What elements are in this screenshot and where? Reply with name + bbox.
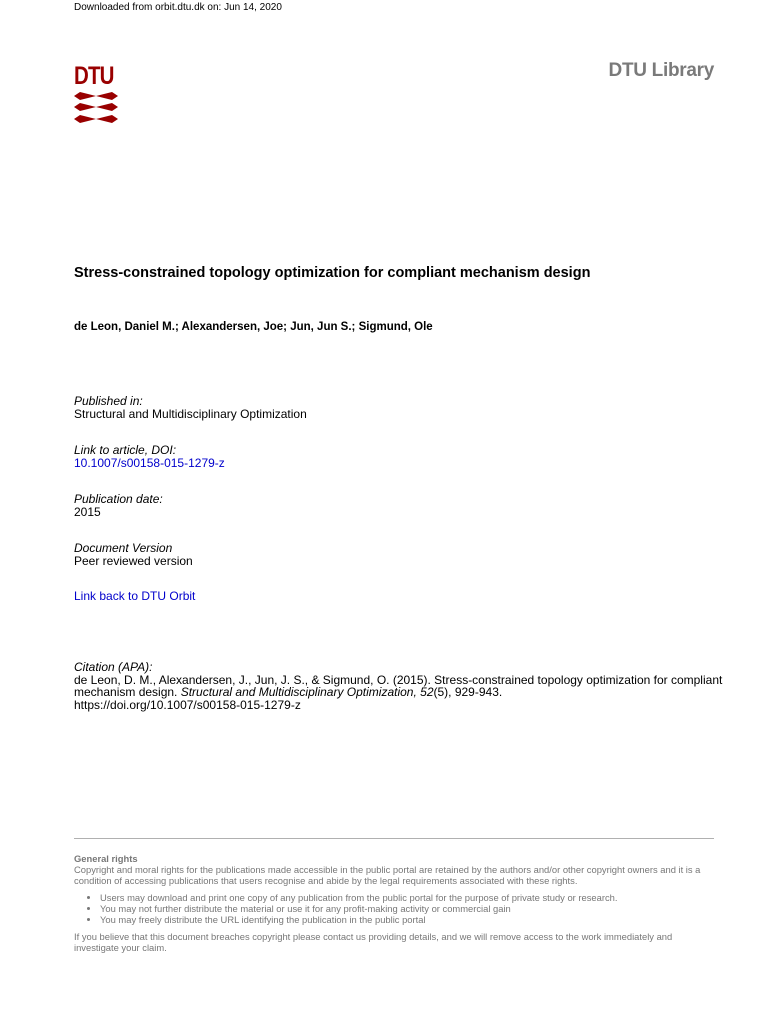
rights-bullet: • Users may download and print one copy of any publication from the public portal for the purpose of private study or research.	[100, 892, 719, 903]
general-rights-closing: If you believe that this document breaches copyright please contact us providing details, and we will remove access to the work immediately and investigate your claim.	[74, 931, 673, 953]
citation-url: https://doi.org/10.1007/s00158-015-1279-z	[74, 697, 301, 712]
published-in-label: Published in:	[74, 394, 143, 408]
pub-date-section	[74, 493, 163, 519]
doi-label: Link to article, DOI:	[74, 443, 177, 457]
divider	[74, 838, 714, 839]
orbit-link-section	[74, 590, 195, 603]
general-rights-section	[74, 853, 719, 953]
citation-rest: (5), 929-943.	[433, 685, 503, 699]
published-in-value: Structural and Multidisciplinary Optimization	[74, 407, 307, 421]
download-note: Downloaded from orbit.dtu.dk on: Jun 14, 2020	[74, 2, 282, 13]
dtu-logo	[74, 64, 120, 124]
dtu-logo-text: DTU	[74, 62, 114, 90]
pub-date-label: Publication date:	[74, 492, 163, 506]
citation-label: Citation (APA):	[74, 660, 153, 674]
citation-section	[74, 661, 724, 711]
general-rights-intro: Copyright and moral rights for the publications made accessible in the public portal are retained by the authors and/or other copyright owners and it is a condition of accessing publications that users recognise and abide by the legal requirements associated with these rights.	[74, 864, 701, 886]
dtu-library-label: DTU Library	[608, 60, 714, 81]
citation-text	[74, 674, 724, 699]
doi-section	[74, 444, 225, 470]
paper-title: Stress-constrained topology optimization for compliant mechanism design	[74, 265, 591, 281]
dtu-logo-mark-icon	[74, 92, 118, 124]
paper-authors: de Leon, Daniel M.; Alexandersen, Joe; Jun, Jun S.; Sigmund, Ole	[74, 321, 433, 333]
pub-date-value: 2015	[74, 505, 101, 519]
published-in-section	[74, 395, 307, 421]
citation-journal: Structural and Multidisciplinary Optimization, 52	[180, 685, 434, 699]
doc-version-value: Peer reviewed version	[74, 554, 193, 568]
general-rights-title: General rights	[74, 853, 138, 864]
citation-line: de Leon, D. M., Alexandersen, J., Jun, J. S., & Sigmund, O. (2015). Stress-constrained topology optimization for compliant mechanism design.	[74, 672, 723, 699]
rights-list	[74, 892, 719, 925]
doc-version-label: Document Version	[74, 541, 173, 555]
orbit-link[interactable]: Link back to DTU Orbit	[74, 589, 196, 603]
doi-link[interactable]: 10.1007/s00158-015-1279-z	[74, 456, 225, 470]
rights-bullet: • You may not further distribute the material or use it for any profit-making activity or commercial gain	[100, 903, 719, 914]
rights-bullet: • You may freely distribute the URL identifying the publication in the public portal	[100, 914, 719, 925]
doc-version-section	[74, 542, 193, 568]
